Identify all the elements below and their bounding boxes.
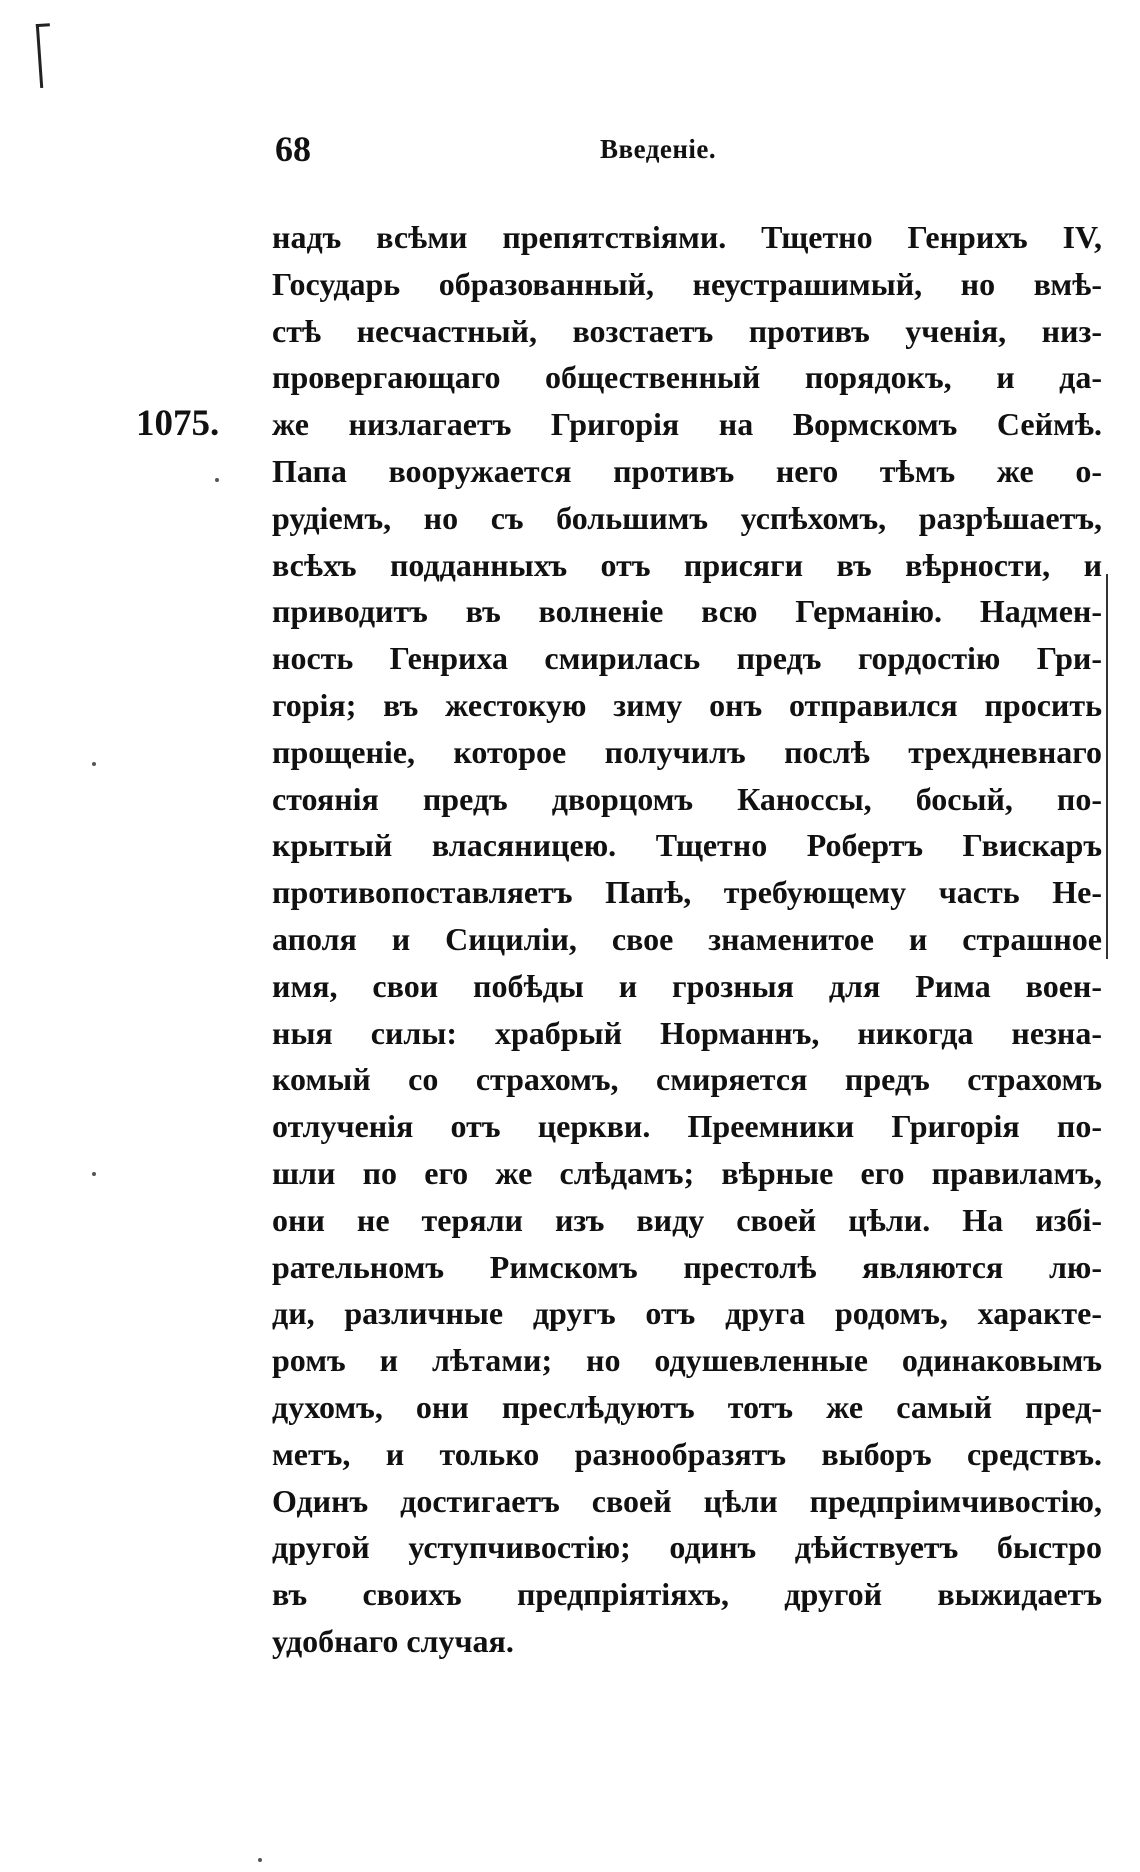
text-line: прощеніе, которое получилъ послѣ трехдневнаго (272, 733, 1102, 770)
print-speck (215, 478, 219, 482)
print-speck (92, 1172, 96, 1176)
text-line: ди, различные другъ отъ друга родомъ, характе- (272, 1295, 1102, 1332)
text-line: надъ всѣми препятствіями. Тщетно Генрихъ IV, (272, 219, 1102, 255)
text-line: провергающаго общественный порядокъ, и да- (272, 359, 1102, 396)
text-line: стѣ несчастный, возстаетъ противъ ученія, низ- (272, 312, 1102, 349)
text-line: всѣхъ подданныхъ отъ присяги въ вѣрности, и (272, 546, 1102, 583)
body-text (272, 214, 1102, 1665)
text-line: ныя силы: храбрый Норманнъ, никогда незна- (272, 1014, 1102, 1051)
print-speck (92, 762, 96, 766)
text-line: они не теряли изъ виду своей цѣли. На избі- (272, 1201, 1102, 1238)
text-line: крытый власяницею. Тщетно Робертъ Гвискаръ (272, 827, 1102, 864)
text-line: другой уступчивостію; одинъ дѣйствуетъ быстро (272, 1529, 1102, 1566)
text-line: приводитъ въ волненіе всю Германію. Надмен- (272, 593, 1102, 630)
text-line: ромъ и лѣтами; но одушевленные одинаковымъ (272, 1342, 1102, 1379)
print-speck (258, 1858, 262, 1862)
text-line: горія; въ жестокую зиму онъ отправился просить (272, 686, 1102, 723)
text-line: въ своихъ предпріятіяхъ, другой выжидаетъ (272, 1576, 1102, 1613)
page-number: 68 (275, 129, 311, 169)
page-header (275, 128, 1085, 176)
page-edge-mark (36, 24, 43, 88)
text-line: Одинъ достигаетъ своей цѣли предпріимчивостію, (272, 1482, 1102, 1519)
text-line: стоянія предъ дворцомъ Каноссы, босый, по- (272, 780, 1102, 817)
margin-year: 1075. (136, 403, 220, 444)
text-line: духомъ, они преслѣдуютъ тотъ же самый пред- (272, 1388, 1102, 1425)
text-line: рудіемъ, но съ большимъ успѣхомъ, разрѣшаетъ, (272, 499, 1102, 536)
text-line: противопоставляетъ Папѣ, требующему часть Не- (272, 874, 1102, 911)
text-line: шли по его же слѣдамъ; вѣрные его правиламъ, (272, 1154, 1102, 1191)
text-line: удобнаго случая. (272, 1622, 514, 1659)
margin-rule (1106, 574, 1108, 959)
text-line: ность Генриха смирилась предъ гордостію Гри- (272, 640, 1102, 677)
text-line: Государь образованный, неустрашимый, но вмѣ- (272, 265, 1102, 302)
text-line: имя, свои побѣды и грозныя для Рима воен- (272, 967, 1102, 1004)
text-line: метъ, и только разнообразятъ выборъ средствъ. (272, 1435, 1102, 1472)
text-line: рательномъ Римскомъ престолѣ являются лю- (272, 1248, 1102, 1285)
text-line: отлученія отъ церкви. Преемники Григорія по- (272, 1108, 1102, 1145)
text-line: же низлагаетъ Григорія на Вормскомъ Сеймѣ. (272, 406, 1102, 443)
text-line: аполя и Сициліи, свое знаменитое и страшное (272, 920, 1102, 957)
running-head: Введеніе. (600, 134, 717, 164)
text-line: комый со страхомъ, смиряется предъ страхомъ (272, 1061, 1102, 1098)
text-line: Папа вооружается противъ него тѣмъ же о- (272, 452, 1102, 489)
